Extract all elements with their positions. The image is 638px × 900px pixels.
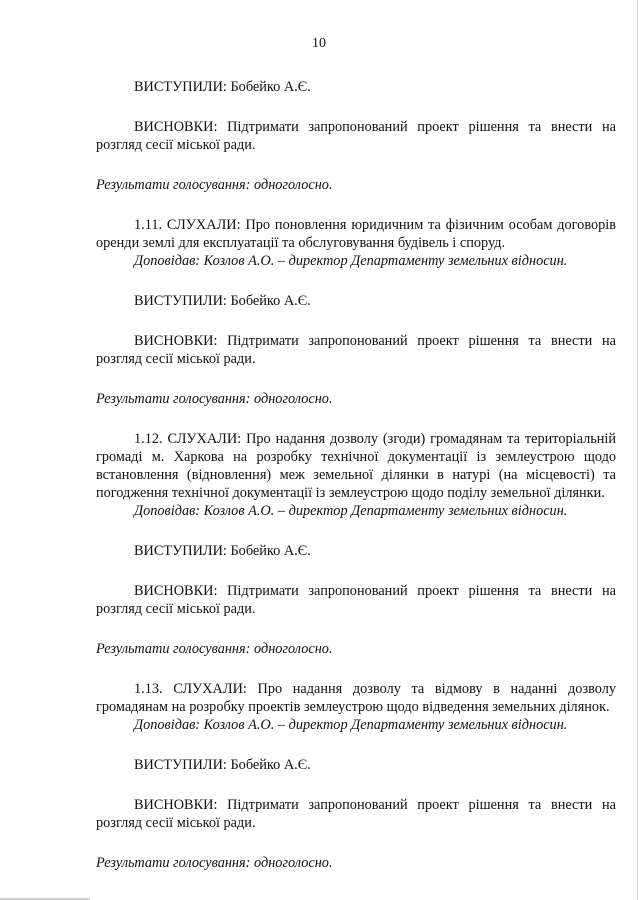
- item-1-11-heard: 1.11. СЛУХАЛИ: Про поновлення юридичним та фізичним особам договорів оренди землі для експлуатації та обслуговування будівель і споруд.: [96, 217, 616, 251]
- item-1-12-voting-results: Результати голосування: одноголосно.: [96, 641, 333, 657]
- item-1-13-voting-results: Результати голосування: одноголосно.: [96, 855, 333, 871]
- item-1-12-speakers: ВИСТУПИЛИ: Бобейко А.Є.: [134, 543, 311, 559]
- voting-results: Результати голосування: одноголосно.: [96, 177, 333, 193]
- item-1-13-heard: 1.13. СЛУХАЛИ: Про надання дозволу та відмову в наданні дозволу громадянам на розробку проектів землеустрою щодо відведення земельних ділянок.: [96, 681, 616, 715]
- speakers-line: ВИСТУПИЛИ: Бобейко А.Є.: [134, 79, 311, 95]
- item-1-13-speakers: ВИСТУПИЛИ: Бобейко А.Є.: [134, 757, 311, 773]
- item-1-13-reporter: Доповідав: Козлов А.О. – директор Департаменту земельних відносин.: [134, 717, 568, 733]
- item-1-12-heard: 1.12. СЛУХАЛИ: Про надання дозволу (згоди) громадянам та територіальній громаді м. Харкова на розробку технічної документації із землеустрою щодо встановлення (відновлення) меж земельної ділянки в натурі (на місцевості) та погодження технічної документації із землеустрою щодо поділу земельної ділянки.: [96, 431, 616, 501]
- document-body: [96, 78, 616, 872]
- item-1-11-reporter: Доповідав: Козлов А.О. – директор Департаменту земельних відносин.: [134, 253, 568, 269]
- item-1-12-reporter: Доповідав: Козлов А.О. – директор Департаменту земельних відносин.: [134, 503, 568, 519]
- item-1-12-conclusions: ВИСНОВКИ: Підтримати запропонований проект рішення та внести на розгляд сесії міської ради.: [96, 583, 616, 617]
- item-1-11-speakers: ВИСТУПИЛИ: Бобейко А.Є.: [134, 293, 311, 309]
- page-number: 10: [312, 36, 326, 51]
- item-1-11-voting-results: Результати голосування: одноголосно.: [96, 391, 333, 407]
- conclusions-paragraph: ВИСНОВКИ: Підтримати запропонований проект рішення та внести на розгляд сесії міської ради.: [96, 119, 616, 153]
- item-1-13-conclusions: ВИСНОВКИ: Підтримати запропонований проект рішення та внести на розгляд сесії міської ради.: [96, 797, 616, 831]
- item-1-11-conclusions: ВИСНОВКИ: Підтримати запропонований проект рішення та внести на розгляд сесії міської ради.: [96, 333, 616, 367]
